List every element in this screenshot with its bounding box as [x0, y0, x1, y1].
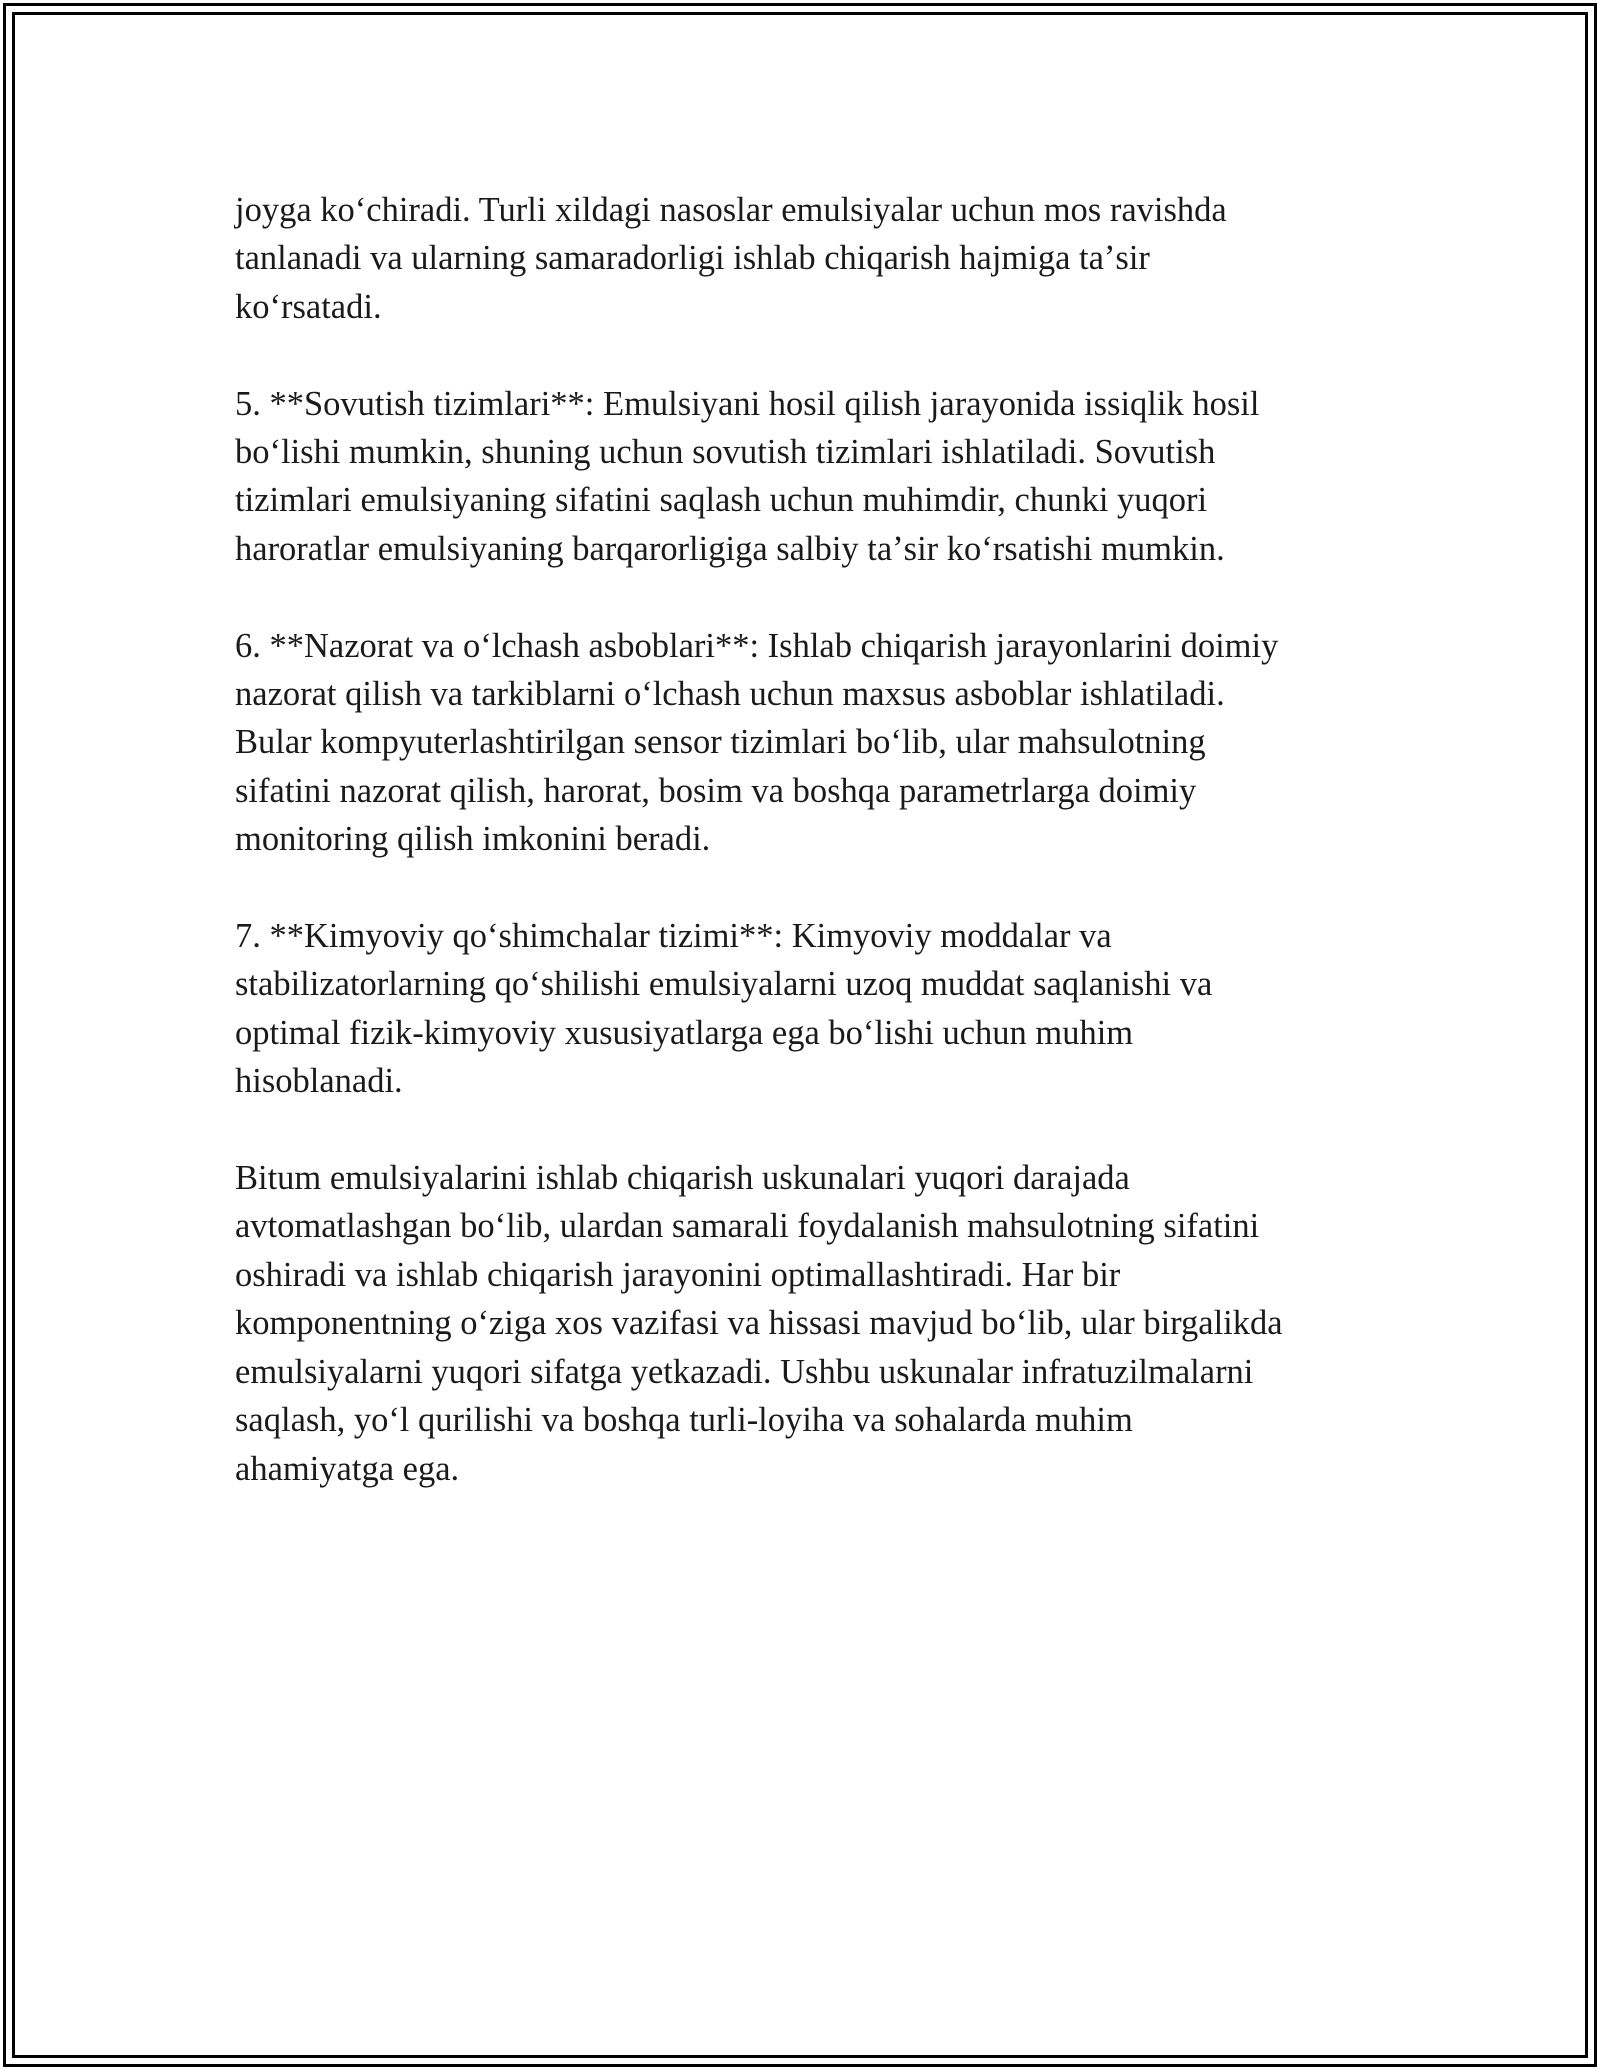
text-line: komponentning oʻziga xos vazifasi va hissasi mavjud boʻlib, ular birgalikda [235, 1304, 1283, 1343]
text-line: optimal fizik-kimyoviy xususiyatlarga ega boʻlishi uchun muhim [235, 1013, 1134, 1052]
document-body [235, 186, 1365, 1541]
text-line: stabilizatorlarning qoʻshilishi emulsiyalarni uzoq muddat saqlanishi va [235, 965, 1213, 1004]
paragraph-control-instruments [235, 622, 1365, 864]
text-line: tizimlari emulsiyaning sifatini saqlash uchun muhimdir, chunki yuqori [235, 481, 1208, 520]
text-line: Bitum emulsiyalarini ishlab chiqarish uskunalari yuqori darajada [235, 1159, 1130, 1198]
text-line: boʻlishi mumkin, shuning uchun sovutish tizimlari ishlatiladi. Sovutish [235, 433, 1216, 472]
paragraph-pumps-continuation [235, 186, 1365, 331]
text-line: oshiradi va ishlab chiqarish jarayonini optimallashtiradi. Har bir [235, 1255, 1121, 1294]
text-line: 7. **Kimyoviy qoʻshimchalar tizimi**: Kimyoviy moddalar va [235, 917, 1112, 956]
text-line: 5. **Sovutish tizimlari**: Emulsiyani hosil qilish jarayonida issiqlik hosil [235, 384, 1260, 423]
text-line: emulsiyalarni yuqori sifatga yetkazadi. Ushbu uskunalar infratuzilmalarni [235, 1352, 1254, 1391]
text-line: sifatini nazorat qilish, harorat, bosim va boshqa parametrlarga doimiy [235, 771, 1197, 810]
text-line: hisoblanadi. [235, 1062, 403, 1101]
paragraph-cooling-systems [235, 380, 1365, 574]
text-line: tanlanadi va ularning samaradorligi ishlab chiqarish hajmiga taʼsir [235, 239, 1150, 278]
text-line: nazorat qilish va tarkiblarni oʻlchash uchun maxsus asboblar ishlatiladi. [235, 675, 1225, 714]
text-line: saqlash, yoʻl qurilishi va boshqa turli-loyiha va sohalarda muhim [235, 1401, 1133, 1440]
text-line: koʻrsatadi. [235, 287, 382, 326]
text-line: joyga koʻchiradi. Turli xildagi nasoslar emulsiyalar uchun mos ravishda [235, 191, 1227, 229]
text-line: ahamiyatga ega. [235, 1449, 460, 1488]
paragraph-chemical-additives [235, 912, 1365, 1106]
text-line: monitoring qilish imkonini beradi. [235, 820, 711, 859]
text-line: avtomatlashgan boʻlib, ulardan samarali foydalanish mahsulotning sifatini [235, 1207, 1260, 1246]
paragraph-conclusion [235, 1154, 1365, 1493]
text-line: 6. **Nazorat va oʻlchash asboblari**: Ishlab chiqarish jarayonlarini doimiy [235, 626, 1279, 665]
text-line: haroratlar emulsiyaning barqarorligiga salbiy taʼsir koʻrsatishi mumkin. [235, 529, 1225, 568]
text-line: Bular kompyuterlashtirilgan sensor tizimlari boʻlib, ular mahsulotning [235, 723, 1206, 762]
